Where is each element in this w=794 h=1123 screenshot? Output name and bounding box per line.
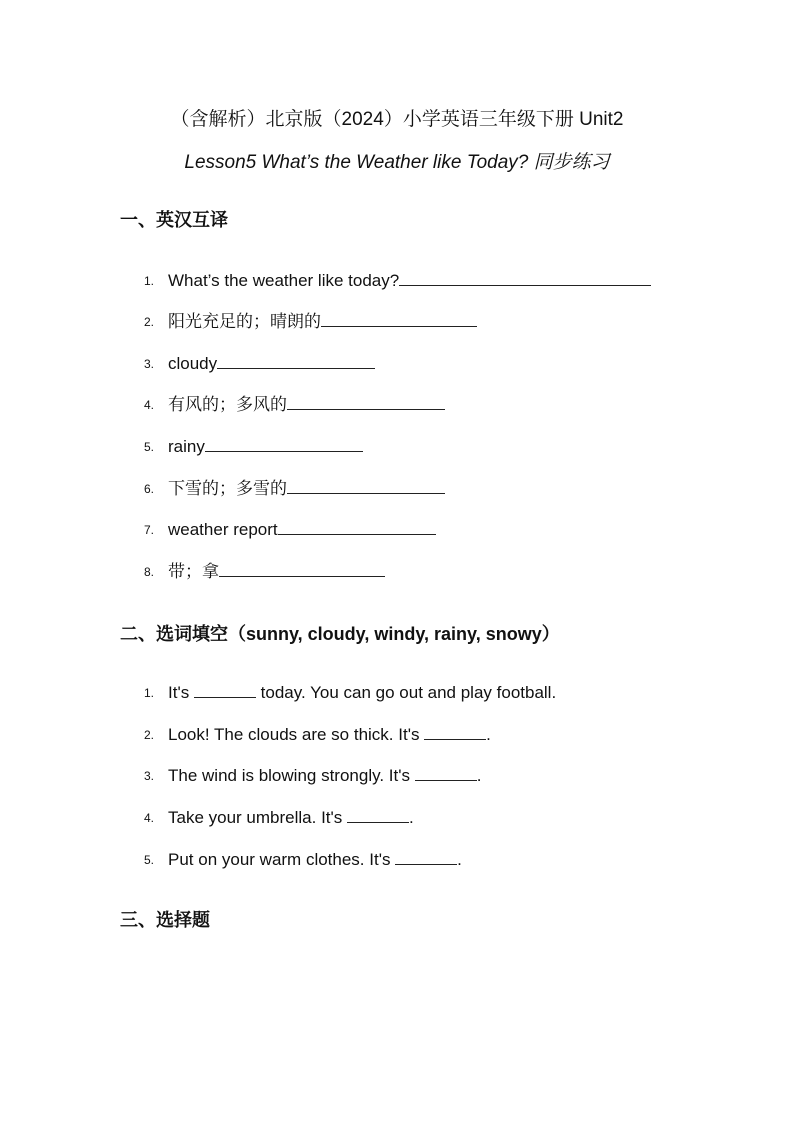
item-text: 有风的；多风的 — [168, 395, 287, 414]
item-number: 2. — [144, 728, 155, 742]
item-text-before: Look! The clouds are so thick. It's — [168, 725, 425, 744]
item-text-after: . — [408, 808, 414, 827]
item-text-after: . — [486, 725, 491, 744]
item-number: 5. — [144, 853, 155, 867]
answer-blank[interactable] — [287, 478, 445, 494]
item-number: 1. — [144, 274, 155, 288]
answer-blank[interactable] — [424, 724, 486, 740]
item-number: 2. — [144, 315, 155, 329]
item-text: 带；拿 — [168, 562, 219, 581]
document-subtitle: Lesson5 What’s the Weather like Today? 同步练习 — [184, 152, 610, 173]
item-text: 阳光充足的；晴朗的 — [168, 312, 321, 331]
answer-blank[interactable] — [219, 561, 385, 577]
item-text-before: The wind is blowing strongly. It's — [168, 766, 415, 785]
answer-blank[interactable] — [287, 394, 445, 410]
item-text-after: . — [457, 850, 462, 869]
section-2-heading: 二、选词填空（sunny, cloudy, windy, rainy, snowy） — [120, 624, 560, 644]
section-3-heading: 三、选择题 — [120, 910, 210, 930]
answer-blank[interactable] — [347, 807, 409, 823]
item-number: 3. — [144, 357, 155, 371]
item-number: 1. — [144, 686, 155, 700]
item-number: 8. — [144, 565, 155, 579]
item-text: rainy — [168, 437, 205, 456]
item-number: 5. — [144, 440, 155, 454]
item-text: weather report — [168, 520, 278, 539]
item-text-after: today. You can go out and play football. — [255, 683, 557, 702]
item-text-before: Take your umbrella. It's — [168, 808, 347, 827]
item-text-before: Put on your warm clothes. It's — [168, 850, 396, 869]
section-1-heading: 一、英汉互译 — [120, 210, 228, 230]
answer-blank[interactable] — [217, 353, 375, 369]
item-number: 4. — [144, 811, 155, 825]
answer-blank[interactable] — [321, 311, 477, 327]
item-text: cloudy — [168, 354, 218, 373]
item-text-after: . — [476, 766, 482, 785]
item-number: 4. — [144, 398, 155, 412]
answer-blank[interactable] — [399, 270, 651, 286]
item-number: 7. — [144, 523, 155, 537]
item-number: 3. — [144, 769, 155, 783]
item-text: 下雪的；多雪的 — [168, 479, 287, 498]
item-text-before: It's — [168, 683, 194, 702]
answer-blank[interactable] — [205, 436, 363, 452]
answer-blank[interactable] — [415, 765, 477, 781]
answer-blank[interactable] — [194, 682, 256, 698]
answer-blank[interactable] — [278, 519, 436, 535]
document-title: （含解析）北京版（2024）小学英语三年级下册 Unit2 — [170, 109, 624, 130]
item-number: 6. — [144, 482, 155, 496]
answer-blank[interactable] — [395, 849, 457, 865]
item-text: What’s the weather like today? — [168, 271, 400, 290]
